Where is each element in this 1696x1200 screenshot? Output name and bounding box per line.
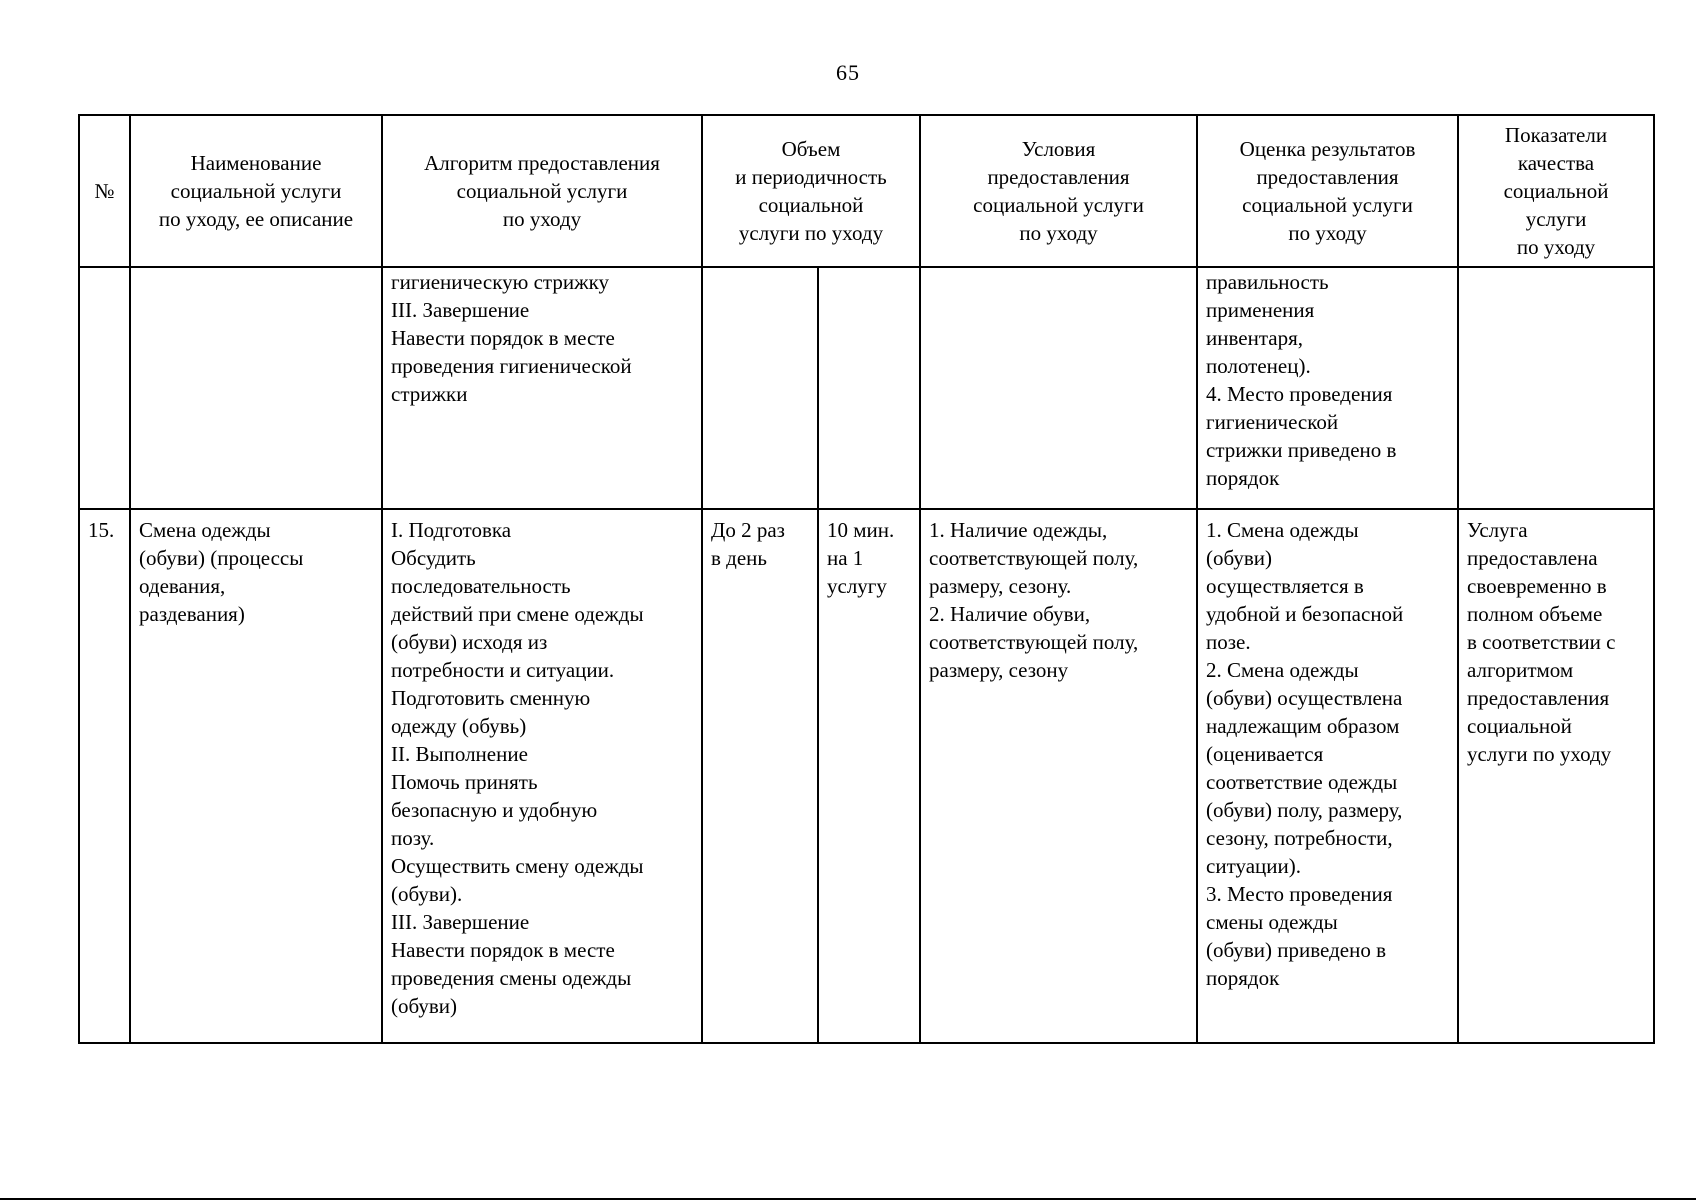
header-algorithm: Алгоритм предоставления социальной услуги по уходу bbox=[382, 115, 702, 267]
cell-duration bbox=[818, 267, 920, 509]
cell-evaluation: 1. Смена одежды (обуви) осуществляется в удобной и безопасной позе. 2. Смена одежды (обуви) осуществлена надлежащим образом (оценивается соответствие одежды (обуви) полу, размеру, сезону, потребности, ситуации). 3. Место проведения смены одежды (обуви) приведено в порядок bbox=[1197, 509, 1458, 1043]
header-service-name: Наименование социальной услуги по уходу, ее описание bbox=[130, 115, 382, 267]
cell-evaluation: правильность применения инвентаря, полотенец). 4. Место проведения гигиенической стрижки приведено в порядок bbox=[1197, 267, 1458, 509]
cell-algorithm: гигиеническую стрижку III. Завершение Навести порядок в месте проведения гигиенической стрижки bbox=[382, 267, 702, 509]
header-quality: Показатели качества социальной услуги по уходу bbox=[1458, 115, 1654, 267]
header-number: № bbox=[79, 115, 130, 267]
header-evaluation: Оценка результатов предоставления социальной услуги по уходу bbox=[1197, 115, 1458, 267]
page-number: 65 bbox=[836, 60, 860, 85]
care-services-table bbox=[78, 114, 1655, 1044]
header-volume: Объем и периодичность социальной услуги по уходу bbox=[702, 115, 920, 267]
cell-conditions bbox=[920, 267, 1197, 509]
cell-number bbox=[79, 267, 130, 509]
cell-duration: 10 мин. на 1 услугу bbox=[818, 509, 920, 1043]
header-conditions: Условия предоставления социальной услуги по уходу bbox=[920, 115, 1197, 267]
cell-number: 15. bbox=[79, 509, 130, 1043]
table-row-15 bbox=[79, 509, 1654, 1043]
cell-quality bbox=[1458, 267, 1654, 509]
cell-algorithm: I. Подготовка Обсудить последовательность действий при смене одежды (обуви) исходя из потребности и ситуации. Подготовить сменную одежду (обувь) II. Выполнение Помочь принять безопасную и удобную позу. Осуществить смену одежды (обуви). III. Завершение Навести порядок в месте проведения смены одежды (обуви) bbox=[382, 509, 702, 1043]
cell-frequency: До 2 раз в день bbox=[702, 509, 818, 1043]
cell-service-name bbox=[130, 267, 382, 509]
cell-service-name: Смена одежды (обуви) (процессы одевания, раздевания) bbox=[130, 509, 382, 1043]
cell-frequency bbox=[702, 267, 818, 509]
table-row-continuation bbox=[79, 267, 1654, 509]
cell-conditions: 1. Наличие одежды, соответствующей полу, размеру, сезону. 2. Наличие обуви, соответствующей полу, размеру, сезону bbox=[920, 509, 1197, 1043]
cell-quality: Услуга предоставлена своевременно в полном объеме в соответствии с алгоритмом предоставления социальной услуги по уходу bbox=[1458, 509, 1654, 1043]
table-header-row bbox=[79, 115, 1654, 267]
